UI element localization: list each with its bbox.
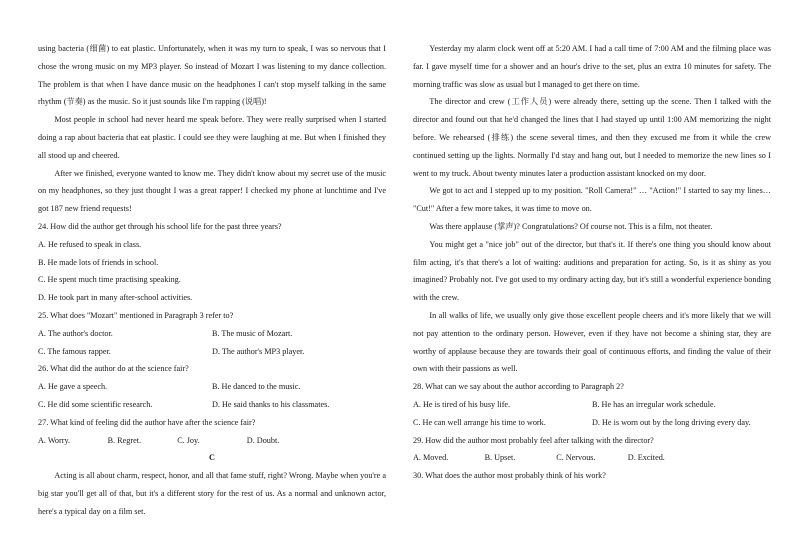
question-25-option-c: C. The famous rapper. <box>38 346 111 356</box>
passage-c-paragraph: You might get a "nice job" out of the director, but that's it. If there's one thing you should know about film acting, it's that there's a lot of waiting: auditions and preparation for acting. So, is it as shiny as you imagined? Probably not. I've got used to my ordinary acting day, but it's still a wonderful experience bonding with the crew. <box>413 239 771 303</box>
question-27-option-c: C. Joy. <box>177 435 200 445</box>
question-26: 26. What did the author do at the science fair? <box>38 364 189 374</box>
question-29-option-c: C. Nervous. <box>556 453 596 463</box>
question-27-option-a: A. Worry. <box>38 435 71 445</box>
question-29-option-a: A. Moved. <box>413 453 449 463</box>
question-29: 29. How did the author most probably feel after talking with the director? <box>413 435 654 445</box>
question-28-options-row <box>413 396 771 414</box>
question-25-options-row <box>38 343 386 361</box>
question-26-option-d: D. He said thanks to his classmates. <box>212 399 330 409</box>
question-24-option-a: A. He refused to speak in class. <box>38 239 142 249</box>
passage-b-paragraph-end: using bacteria (细菌) to eat plastic. Unfortunately, when it was my turn to speak, I was so nervous that I chose the wrong music on my MP3 player. So instead of Mozart I was listening to my dance collection. The problem is that when I have dance music on the headphones I can't stop myself talking in the same rhythm (节奏) as the music. So it just sounds like I'm rapping (说唱)! <box>38 44 386 107</box>
passage-c-paragraph: We got to act and I stepped up to my position. "Roll Camera!" … "Action!" I started to say my lines… "Cut!" After a few more takes, it was time to move on. <box>413 186 771 214</box>
question-27-option-d: D. Doubt. <box>246 435 280 445</box>
passage-c-paragraph: Was there applause (掌声)? Congratulations? Of course not. This is a film, not theater. <box>429 221 713 231</box>
question-28-option-c: C. He can well arrange his time to work. <box>413 417 546 427</box>
question-26-options-row <box>38 396 386 414</box>
question-29-option-d: D. Excited. <box>627 453 665 463</box>
question-28: 28. What can we say about the author according to Paragraph 2? <box>413 382 624 392</box>
passage-c-paragraph: In all walks of life, we usually only give those excellent people cheers and it's more likely that we will not pay attention to the ordinary person. However, even if they have not become a shining star, they are worthy of applause because they are towards their goal of continuous efforts, and finding the value of their own with their passions as well. <box>413 310 771 374</box>
question-29-options-row <box>413 449 771 467</box>
question-28-option-a: A. He is tired of his busy life. <box>413 399 511 409</box>
passage-c-paragraph: The director and crew (工作人员) were already there, setting up the scene. Then I talked with the director and found out that he'd changed the lines that I had stayed up until 1:00 AM memorizing the night before. We rehearsed (排练) the scene several times, and then they excused me from it while the crew continued setting up the lights. Normally I'd stay and hang out, but I needed to memorize the new lines so I went to my truck. About twenty minutes later a production assistant knocked on my door. <box>413 97 771 178</box>
question-27: 27. What kind of feeling did the author have after the science fair? <box>38 417 256 427</box>
question-24: 24. How did the author get through his school life for the past three years? <box>38 221 282 231</box>
passage-b-paragraph: After we finished, everyone wanted to know me. They didn't know about my secret use of the music on my headphones, so they just thought I was a great rapper! I checked my phone at lunchtime and I've got 187 new friend requests! <box>38 168 386 214</box>
passage-c-paragraph: Yesterday my alarm clock went off at 5:20 AM. I had a call time of 7:00 AM and the filming place was far. I gave myself time for a shower and an hour's drive to the set, plus an extra 10 minutes for safety. The morning traffic was slow as usual but I managed to get there on time. <box>413 44 771 89</box>
question-26-options-row <box>38 378 386 396</box>
question-28-option-d: D. He is worn out by the long driving every day. <box>592 417 751 427</box>
question-24-option-d: D. He took part in many after-school activities. <box>38 293 193 303</box>
section-heading: C <box>209 453 215 463</box>
question-25-option-d: D. The author's MP3 player. <box>212 346 305 356</box>
passage-c-paragraph: Acting is all about charm, respect, honor, and all that fame stuff, right? Wrong. Maybe when you're a big star you'll get all of that, but it's a different story for the rest of us. As a normal and unknown actor, here's a typical day on a film set. <box>38 471 386 516</box>
question-26-option-a: A. He gave a speech. <box>38 382 108 392</box>
question-25-option-b: B. The music of Mozart. <box>212 328 293 338</box>
passage-b-paragraph: Most people in school had never heard me speak before. They were really surprised when I started doing a rap about bacteria that eat plastic. I could see they were laughing at me. But when I finished they all stood up and cheered. <box>38 115 386 160</box>
question-25-options-row <box>38 325 386 343</box>
question-29-option-b: B. Upset. <box>484 453 516 463</box>
question-30: 30. What does the author most probably think of his work? <box>413 471 606 481</box>
question-25: 25. What does "Mozart" mentioned in Paragraph 3 refer to? <box>38 310 234 320</box>
question-24-option-b: B. He made lots of friends in school. <box>38 257 159 267</box>
question-26-option-b: B. He danced to the music. <box>212 382 301 392</box>
question-28-options-row <box>413 414 771 432</box>
question-27-options-row <box>38 432 386 450</box>
right-column <box>413 40 771 485</box>
question-25-option-a: A. The author's doctor. <box>38 328 113 338</box>
question-26-option-c: C. He did some scientific research. <box>38 399 153 409</box>
question-28-option-b: B. He has an irregular work schedule. <box>592 399 716 409</box>
question-24-option-c: C. He spent much time practising speaking. <box>38 275 181 285</box>
left-column <box>38 40 386 521</box>
question-27-option-b: B. Regret. <box>107 435 142 445</box>
